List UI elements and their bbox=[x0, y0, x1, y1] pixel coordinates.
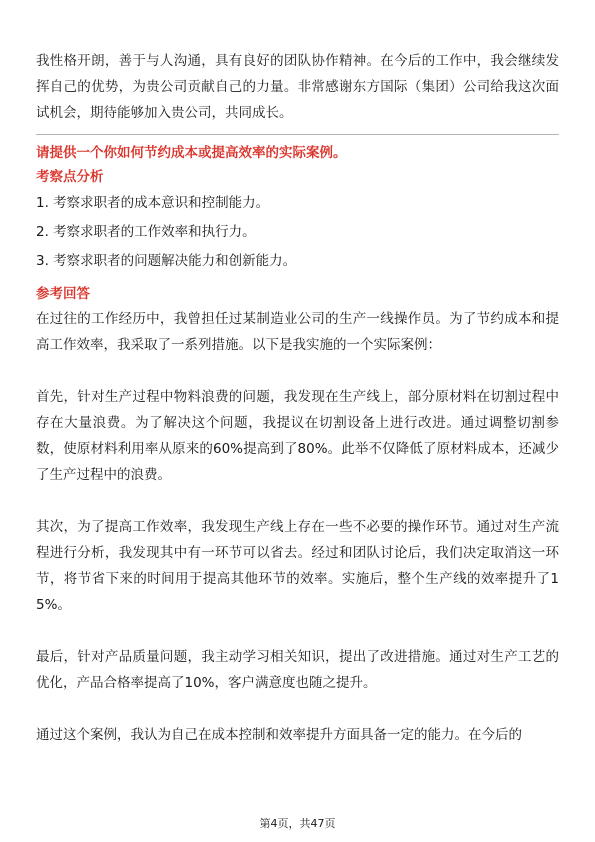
analysis-item: 1. 考察求职者的成本意识和控制能力。 bbox=[36, 195, 270, 211]
analysis-item: 3. 考察求职者的问题解决能力和创新能力。 bbox=[36, 253, 297, 269]
analysis-heading: 考察点分析 bbox=[36, 169, 104, 185]
analysis-item: 2. 考察求职者的工作效率和执行力。 bbox=[36, 224, 256, 240]
page-number: 第4页，共47页 bbox=[259, 817, 336, 830]
paragraph-gap bbox=[36, 358, 559, 384]
answer-paragraph: 通过这个案例，我认为自己在成本控制和效率提升方面具备一定的能力。在今后的 bbox=[36, 727, 522, 743]
paragraph-gap bbox=[36, 488, 559, 514]
analysis-list bbox=[36, 189, 559, 276]
answer-heading: 参考回答 bbox=[36, 286, 90, 302]
paragraph-gap bbox=[36, 618, 559, 644]
page-content bbox=[36, 48, 559, 748]
section-divider bbox=[36, 134, 559, 135]
paragraph-gap bbox=[36, 696, 559, 722]
answer-paragraph: 其次，为了提高工作效率，我发现生产线上存在一些不必要的操作环节。通过对生产流程进行分析，我发现其中有一环节可以省去。经过和团队讨论后，我们决定取消这一环节，将节省下来的时间用于提高其他环节的效率。实施后，整个生产线的效率提升了15%。 bbox=[36, 519, 559, 613]
answer-paragraph: 首先，针对生产过程中物料浪费的问题，我发现在生产线上，部分原材料在切割过程中存在大量浪费。为了解决这个问题，我提议在切割设备上进行改进。通过调整切割参数，使原材料利用率从原来的60%提高到了80%。此举不仅降低了原材料成本，还减少了生产过程中的浪费。 bbox=[36, 389, 559, 483]
intro-paragraph: 我性格开朗，善于与人沟通，具有良好的团队协作精神。在今后的工作中，我会继续发挥自己的优势，为贵公司贡献自己的力量。非常感谢东方国际（集团）公司给我这次面试机会，期待能够加入贵公司，共同成长。 bbox=[36, 53, 559, 121]
answer-paragraph: 最后，针对产品质量问题，我主动学习相关知识，提出了改进措施。通过对生产工艺的优化，产品合格率提高了10%，客户满意度也随之提升。 bbox=[36, 649, 559, 691]
question-title: 请提供一个你如何节约成本或提高效率的实际案例。 bbox=[36, 145, 347, 161]
answer-paragraph: 在过往的工作经历中，我曾担任过某制造业公司的生产一线操作员。为了节约成本和提高工作效率，我采取了一系列措施。以下是我实施的一个实际案例： bbox=[36, 311, 559, 353]
